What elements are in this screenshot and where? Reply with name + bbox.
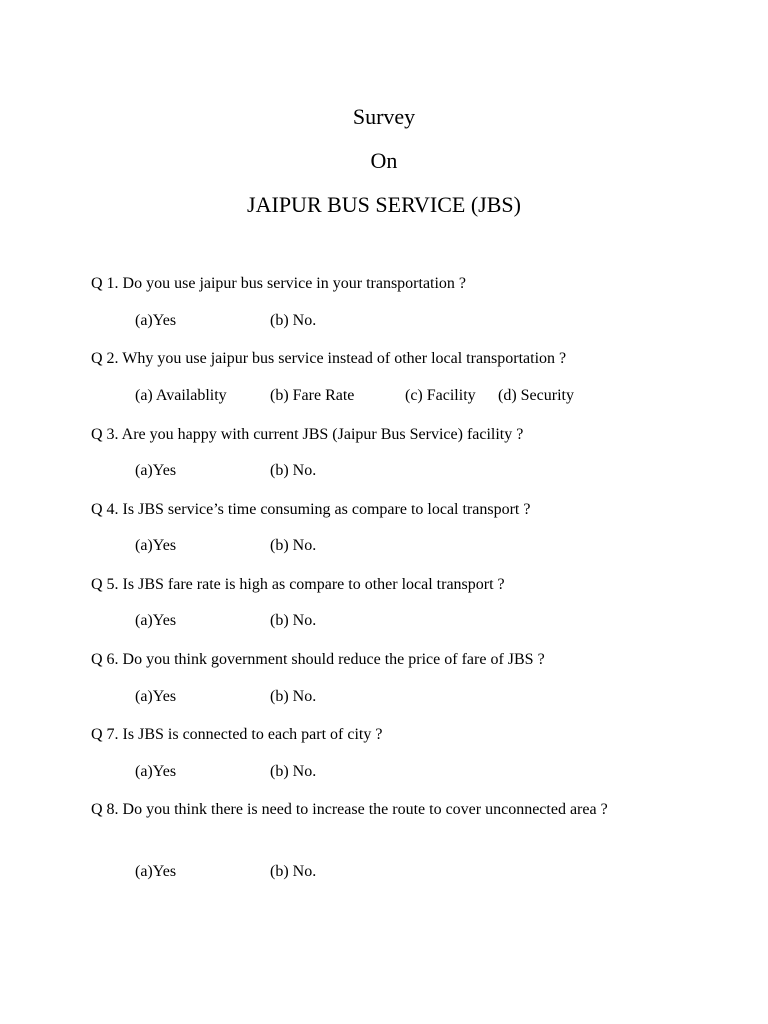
option-yes: (a)Yes <box>135 863 177 880</box>
question-1: Q 1. Do you use jaipur bus service in your transportation ? <box>91 275 467 292</box>
option-no: (b) No. <box>270 462 317 479</box>
question-2: Q 2. Why you use jaipur bus service instead of other local transportation ? <box>91 350 567 367</box>
survey-title-on: On <box>370 148 398 173</box>
option-no: (b) No. <box>270 537 317 554</box>
option-no: (b) No. <box>270 763 317 780</box>
option-yes: (a)Yes <box>135 537 177 554</box>
option-yes: (a)Yes <box>135 763 177 780</box>
option-availability: (a) Availablity <box>135 387 227 404</box>
option-yes: (a)Yes <box>135 312 177 329</box>
option-no: (b) No. <box>270 688 317 705</box>
option-no: (b) No. <box>270 612 317 629</box>
question-6: Q 6. Do you think government should reduce the price of fare of JBS ? <box>91 651 545 668</box>
question-7: Q 7. Is JBS is connected to each part of city ? <box>91 726 383 743</box>
option-yes: (a)Yes <box>135 612 177 629</box>
question-5: Q 5. Is JBS fare rate is high as compare to other local transport ? <box>91 576 505 593</box>
option-no: (b) No. <box>270 312 317 329</box>
option-yes: (a)Yes <box>135 688 177 705</box>
question-8: Q 8. Do you think there is need to increase the route to cover unconnected area ? <box>91 801 608 818</box>
question-3: Q 3. Are you happy with current JBS (Jaipur Bus Service) facility ? <box>91 426 524 443</box>
option-security: (d) Security <box>498 387 574 404</box>
option-no: (b) No. <box>270 863 317 880</box>
option-yes: (a)Yes <box>135 462 177 479</box>
survey-title: Survey <box>352 104 416 129</box>
option-facility: (c) Facility <box>405 387 476 404</box>
question-4: Q 4. Is JBS service’s time consuming as compare to local transport ? <box>91 501 531 518</box>
survey-subject-heading: JAIPUR BUS SERVICE (JBS) <box>247 192 521 217</box>
option-fare-rate: (b) Fare Rate <box>270 387 355 404</box>
